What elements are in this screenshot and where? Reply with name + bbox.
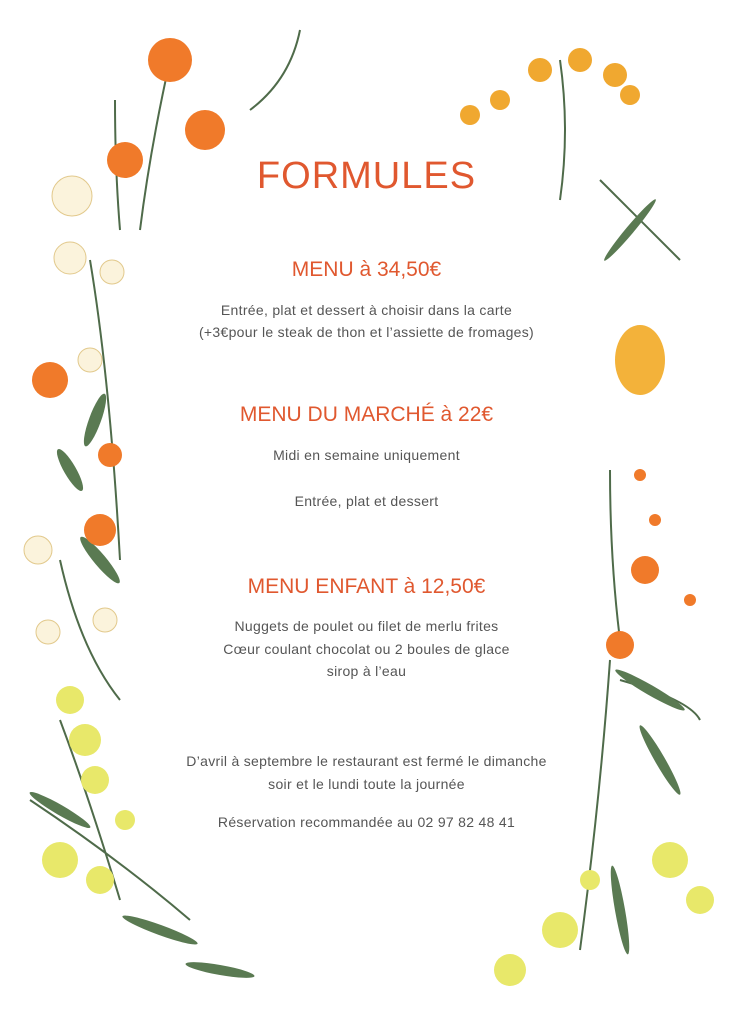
menu-line: Nuggets de poulet ou filet de merlu frites: [234, 618, 499, 634]
menu-line: sirop à l’eau: [326, 663, 407, 679]
closing-note: soir et le lundi toute la journée: [268, 776, 465, 792]
menu-heading: MENU à 34,50€: [291, 258, 442, 281]
menu-line: Cœur coulant chocolat ou 2 boules de glace: [223, 641, 510, 657]
right-mimosa: [494, 842, 714, 986]
menu-heading: MENU DU MARCHÉ à 22€: [239, 403, 494, 426]
menu-line: Midi en semaine uniquement: [273, 447, 460, 463]
closing-note: D’avril à septembre le restaurant est fermé le dimanche: [186, 753, 547, 769]
menu-line: Entrée, plat et dessert à choisir dans la carte: [220, 302, 513, 318]
reservation-note: Réservation recommandée au 02 97 82 48 41: [217, 814, 516, 830]
menu-heading: MENU ENFANT à 12,50€: [247, 575, 486, 598]
page-title: FORMULES: [256, 155, 477, 197]
menu-line: Entrée, plat et dessert: [294, 493, 439, 509]
menu-line: (+3€pour le steak de thon et l’assiette de fromages): [198, 324, 535, 340]
left-leaves: [27, 392, 255, 981]
left-orange-flowers: [32, 38, 225, 546]
